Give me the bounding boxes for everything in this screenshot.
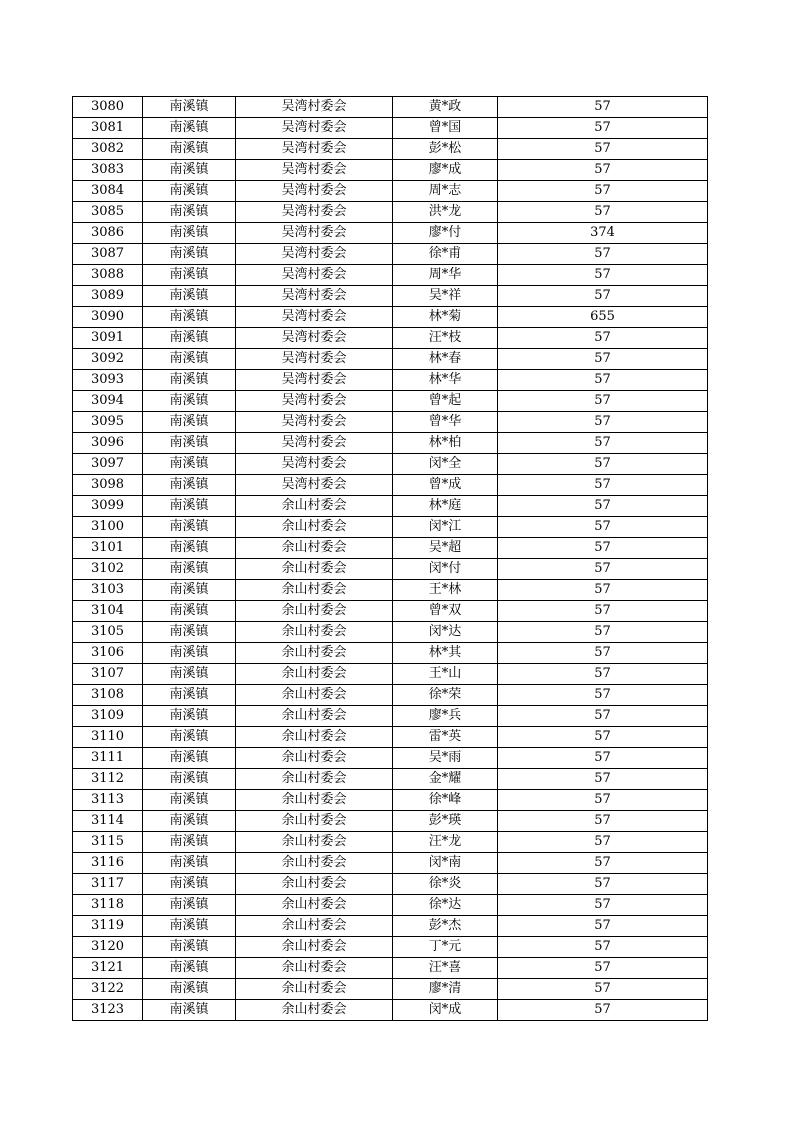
town-cell: 南溪镇 <box>143 139 236 160</box>
village-committee-cell: 吴湾村委会 <box>236 433 393 454</box>
village-committee-cell: 余山村委会 <box>236 706 393 727</box>
amount-cell: 57 <box>498 790 708 811</box>
row-number-cell: 3092 <box>73 349 143 370</box>
town-cell: 南溪镇 <box>143 664 236 685</box>
name-cell: 吴*雨 <box>393 748 498 769</box>
name-cell: 林*华 <box>393 370 498 391</box>
name-cell: 闵*全 <box>393 454 498 475</box>
amount-cell: 57 <box>498 937 708 958</box>
name-cell: 金*耀 <box>393 769 498 790</box>
name-cell: 王*林 <box>393 580 498 601</box>
row-number-cell: 3106 <box>73 643 143 664</box>
village-committee-cell: 余山村委会 <box>236 853 393 874</box>
town-cell: 南溪镇 <box>143 832 236 853</box>
row-number-cell: 3080 <box>73 97 143 118</box>
name-cell: 廖*兵 <box>393 706 498 727</box>
row-number-cell: 3088 <box>73 265 143 286</box>
town-cell: 南溪镇 <box>143 538 236 559</box>
row-number-cell: 3104 <box>73 601 143 622</box>
town-cell: 南溪镇 <box>143 97 236 118</box>
amount-cell: 57 <box>498 916 708 937</box>
town-cell: 南溪镇 <box>143 118 236 139</box>
amount-cell: 57 <box>498 874 708 895</box>
town-cell: 南溪镇 <box>143 769 236 790</box>
table-row <box>73 328 708 349</box>
village-committee-cell: 余山村委会 <box>236 664 393 685</box>
name-cell: 林*春 <box>393 349 498 370</box>
name-cell: 雷*英 <box>393 727 498 748</box>
table-row <box>73 160 708 181</box>
town-cell: 南溪镇 <box>143 790 236 811</box>
amount-cell: 57 <box>498 160 708 181</box>
row-number-cell: 3105 <box>73 622 143 643</box>
table-row <box>73 643 708 664</box>
name-cell: 闵*达 <box>393 622 498 643</box>
name-cell: 廖*成 <box>393 160 498 181</box>
amount-cell: 57 <box>498 496 708 517</box>
row-number-cell: 3098 <box>73 475 143 496</box>
village-committee-cell: 吴湾村委会 <box>236 391 393 412</box>
row-number-cell: 3122 <box>73 979 143 1000</box>
name-cell: 曾*双 <box>393 601 498 622</box>
village-committee-cell: 余山村委会 <box>236 496 393 517</box>
table-row <box>73 496 708 517</box>
row-number-cell: 3096 <box>73 433 143 454</box>
row-number-cell: 3097 <box>73 454 143 475</box>
village-committee-cell: 余山村委会 <box>236 874 393 895</box>
name-cell: 汪*喜 <box>393 958 498 979</box>
village-committee-cell: 余山村委会 <box>236 1000 393 1021</box>
name-cell: 闵*付 <box>393 559 498 580</box>
village-committee-cell: 余山村委会 <box>236 790 393 811</box>
row-number-cell: 3085 <box>73 202 143 223</box>
row-number-cell: 3117 <box>73 874 143 895</box>
amount-cell: 57 <box>498 97 708 118</box>
name-cell: 曾*起 <box>393 391 498 412</box>
town-cell: 南溪镇 <box>143 391 236 412</box>
table-row <box>73 370 708 391</box>
row-number-cell: 3102 <box>73 559 143 580</box>
amount-cell: 57 <box>498 286 708 307</box>
table-row <box>73 580 708 601</box>
table-row <box>73 181 708 202</box>
amount-cell: 57 <box>498 832 708 853</box>
amount-cell: 57 <box>498 853 708 874</box>
village-committee-cell: 余山村委会 <box>236 538 393 559</box>
village-committee-cell: 余山村委会 <box>236 517 393 538</box>
amount-cell: 57 <box>498 349 708 370</box>
row-number-cell: 3101 <box>73 538 143 559</box>
row-number-cell: 3087 <box>73 244 143 265</box>
name-cell: 吴*超 <box>393 538 498 559</box>
name-cell: 徐*甫 <box>393 244 498 265</box>
amount-cell: 57 <box>498 811 708 832</box>
name-cell: 闵*江 <box>393 517 498 538</box>
amount-cell: 57 <box>498 118 708 139</box>
village-committee-cell: 余山村委会 <box>236 601 393 622</box>
village-committee-cell: 吴湾村委会 <box>236 244 393 265</box>
town-cell: 南溪镇 <box>143 853 236 874</box>
table-row <box>73 748 708 769</box>
village-committee-cell: 余山村委会 <box>236 769 393 790</box>
amount-cell: 57 <box>498 265 708 286</box>
town-cell: 南溪镇 <box>143 601 236 622</box>
village-committee-cell: 余山村委会 <box>236 748 393 769</box>
town-cell: 南溪镇 <box>143 895 236 916</box>
row-number-cell: 3120 <box>73 937 143 958</box>
town-cell: 南溪镇 <box>143 454 236 475</box>
row-number-cell: 3107 <box>73 664 143 685</box>
row-number-cell: 3108 <box>73 685 143 706</box>
row-number-cell: 3116 <box>73 853 143 874</box>
name-cell: 周*志 <box>393 181 498 202</box>
town-cell: 南溪镇 <box>143 727 236 748</box>
town-cell: 南溪镇 <box>143 475 236 496</box>
amount-cell: 57 <box>498 895 708 916</box>
row-number-cell: 3093 <box>73 370 143 391</box>
table-row <box>73 412 708 433</box>
village-committee-cell: 余山村委会 <box>236 937 393 958</box>
row-number-cell: 3094 <box>73 391 143 412</box>
table-row <box>73 244 708 265</box>
town-cell: 南溪镇 <box>143 580 236 601</box>
data-table <box>72 96 708 1021</box>
village-committee-cell: 余山村委会 <box>236 580 393 601</box>
town-cell: 南溪镇 <box>143 223 236 244</box>
table-row <box>73 895 708 916</box>
name-cell: 彭*松 <box>393 139 498 160</box>
table-row <box>73 790 708 811</box>
village-committee-cell: 吴湾村委会 <box>236 139 393 160</box>
row-number-cell: 3113 <box>73 790 143 811</box>
row-number-cell: 3112 <box>73 769 143 790</box>
row-number-cell: 3114 <box>73 811 143 832</box>
village-committee-cell: 余山村委会 <box>236 979 393 1000</box>
village-committee-cell: 吴湾村委会 <box>236 202 393 223</box>
town-cell: 南溪镇 <box>143 979 236 1000</box>
amount-cell: 57 <box>498 685 708 706</box>
amount-cell: 57 <box>498 559 708 580</box>
town-cell: 南溪镇 <box>143 160 236 181</box>
town-cell: 南溪镇 <box>143 706 236 727</box>
amount-cell: 57 <box>498 412 708 433</box>
name-cell: 曾*成 <box>393 475 498 496</box>
village-committee-cell: 吴湾村委会 <box>236 370 393 391</box>
amount-cell: 374 <box>498 223 708 244</box>
name-cell: 廖*付 <box>393 223 498 244</box>
row-number-cell: 3082 <box>73 139 143 160</box>
table-row <box>73 853 708 874</box>
village-committee-cell: 余山村委会 <box>236 559 393 580</box>
name-cell: 汪*龙 <box>393 832 498 853</box>
name-cell: 丁*元 <box>393 937 498 958</box>
village-committee-cell: 余山村委会 <box>236 895 393 916</box>
village-committee-cell: 余山村委会 <box>236 832 393 853</box>
amount-cell: 57 <box>498 643 708 664</box>
name-cell: 闵*成 <box>393 1000 498 1021</box>
table-row <box>73 286 708 307</box>
village-committee-cell: 吴湾村委会 <box>236 475 393 496</box>
village-committee-cell: 余山村委会 <box>236 622 393 643</box>
row-number-cell: 3119 <box>73 916 143 937</box>
amount-cell: 57 <box>498 748 708 769</box>
amount-cell: 57 <box>498 244 708 265</box>
town-cell: 南溪镇 <box>143 916 236 937</box>
row-number-cell: 3103 <box>73 580 143 601</box>
name-cell: 彭*杰 <box>393 916 498 937</box>
table-row <box>73 979 708 1000</box>
table-row <box>73 685 708 706</box>
town-cell: 南溪镇 <box>143 181 236 202</box>
table-row <box>73 769 708 790</box>
name-cell: 林*柏 <box>393 433 498 454</box>
row-number-cell: 3111 <box>73 748 143 769</box>
town-cell: 南溪镇 <box>143 307 236 328</box>
village-committee-cell: 余山村委会 <box>236 958 393 979</box>
amount-cell: 57 <box>498 181 708 202</box>
amount-cell: 57 <box>498 433 708 454</box>
name-cell: 曾*国 <box>393 118 498 139</box>
name-cell: 吴*祥 <box>393 286 498 307</box>
amount-cell: 57 <box>498 454 708 475</box>
town-cell: 南溪镇 <box>143 643 236 664</box>
table-row <box>73 538 708 559</box>
village-committee-cell: 吴湾村委会 <box>236 97 393 118</box>
village-committee-cell: 余山村委会 <box>236 916 393 937</box>
amount-cell: 57 <box>498 622 708 643</box>
town-cell: 南溪镇 <box>143 811 236 832</box>
town-cell: 南溪镇 <box>143 685 236 706</box>
town-cell: 南溪镇 <box>143 202 236 223</box>
name-cell: 彭*瑛 <box>393 811 498 832</box>
name-cell: 林*菊 <box>393 307 498 328</box>
row-number-cell: 3100 <box>73 517 143 538</box>
town-cell: 南溪镇 <box>143 622 236 643</box>
row-number-cell: 3121 <box>73 958 143 979</box>
name-cell: 林*庭 <box>393 496 498 517</box>
amount-cell: 57 <box>498 769 708 790</box>
village-committee-cell: 吴湾村委会 <box>236 181 393 202</box>
table-row <box>73 937 708 958</box>
village-committee-cell: 吴湾村委会 <box>236 160 393 181</box>
table-row <box>73 265 708 286</box>
town-cell: 南溪镇 <box>143 349 236 370</box>
name-cell: 徐*荣 <box>393 685 498 706</box>
village-committee-cell: 吴湾村委会 <box>236 286 393 307</box>
amount-cell: 57 <box>498 979 708 1000</box>
village-committee-cell: 余山村委会 <box>236 811 393 832</box>
name-cell: 曾*华 <box>393 412 498 433</box>
row-number-cell: 3109 <box>73 706 143 727</box>
name-cell: 林*其 <box>393 643 498 664</box>
amount-cell: 57 <box>498 517 708 538</box>
village-committee-cell: 吴湾村委会 <box>236 349 393 370</box>
name-cell: 徐*达 <box>393 895 498 916</box>
name-cell: 黄*政 <box>393 97 498 118</box>
row-number-cell: 3086 <box>73 223 143 244</box>
table-row <box>73 139 708 160</box>
town-cell: 南溪镇 <box>143 244 236 265</box>
village-committee-cell: 吴湾村委会 <box>236 118 393 139</box>
amount-cell: 57 <box>498 958 708 979</box>
table-row <box>73 664 708 685</box>
name-cell: 徐*峰 <box>393 790 498 811</box>
town-cell: 南溪镇 <box>143 370 236 391</box>
town-cell: 南溪镇 <box>143 874 236 895</box>
row-number-cell: 3118 <box>73 895 143 916</box>
table-row <box>73 1000 708 1021</box>
table-row <box>73 454 708 475</box>
amount-cell: 57 <box>498 1000 708 1021</box>
table-row <box>73 874 708 895</box>
amount-cell: 57 <box>498 475 708 496</box>
town-cell: 南溪镇 <box>143 937 236 958</box>
amount-cell: 57 <box>498 706 708 727</box>
table-row <box>73 706 708 727</box>
table-row <box>73 517 708 538</box>
row-number-cell: 3123 <box>73 1000 143 1021</box>
amount-cell: 57 <box>498 328 708 349</box>
village-committee-cell: 余山村委会 <box>236 727 393 748</box>
table-row <box>73 727 708 748</box>
town-cell: 南溪镇 <box>143 958 236 979</box>
table-row <box>73 202 708 223</box>
table-row <box>73 97 708 118</box>
village-committee-cell: 余山村委会 <box>236 685 393 706</box>
town-cell: 南溪镇 <box>143 433 236 454</box>
village-committee-cell: 吴湾村委会 <box>236 223 393 244</box>
row-number-cell: 3095 <box>73 412 143 433</box>
table-row <box>73 832 708 853</box>
town-cell: 南溪镇 <box>143 265 236 286</box>
row-number-cell: 3110 <box>73 727 143 748</box>
table-row <box>73 559 708 580</box>
row-number-cell: 3084 <box>73 181 143 202</box>
name-cell: 廖*清 <box>393 979 498 1000</box>
table-row <box>73 223 708 244</box>
table-row <box>73 307 708 328</box>
name-cell: 周*华 <box>393 265 498 286</box>
village-committee-cell: 吴湾村委会 <box>236 412 393 433</box>
village-committee-cell: 吴湾村委会 <box>236 454 393 475</box>
name-cell: 徐*炎 <box>393 874 498 895</box>
village-committee-cell: 吴湾村委会 <box>236 265 393 286</box>
amount-cell: 655 <box>498 307 708 328</box>
name-cell: 洪*龙 <box>393 202 498 223</box>
amount-cell: 57 <box>498 139 708 160</box>
table-row <box>73 433 708 454</box>
name-cell: 王*山 <box>393 664 498 685</box>
row-number-cell: 3091 <box>73 328 143 349</box>
amount-cell: 57 <box>498 601 708 622</box>
amount-cell: 57 <box>498 202 708 223</box>
table-row <box>73 811 708 832</box>
table-row <box>73 349 708 370</box>
table-body <box>73 97 708 1021</box>
row-number-cell: 3089 <box>73 286 143 307</box>
town-cell: 南溪镇 <box>143 286 236 307</box>
village-committee-cell: 吴湾村委会 <box>236 307 393 328</box>
row-number-cell: 3081 <box>73 118 143 139</box>
table-row <box>73 118 708 139</box>
table-row <box>73 601 708 622</box>
name-cell: 汪*枝 <box>393 328 498 349</box>
row-number-cell: 3090 <box>73 307 143 328</box>
table-row <box>73 622 708 643</box>
town-cell: 南溪镇 <box>143 559 236 580</box>
amount-cell: 57 <box>498 538 708 559</box>
town-cell: 南溪镇 <box>143 1000 236 1021</box>
table-row <box>73 916 708 937</box>
amount-cell: 57 <box>498 664 708 685</box>
amount-cell: 57 <box>498 580 708 601</box>
amount-cell: 57 <box>498 370 708 391</box>
amount-cell: 57 <box>498 391 708 412</box>
table-row <box>73 391 708 412</box>
village-committee-cell: 余山村委会 <box>236 643 393 664</box>
town-cell: 南溪镇 <box>143 517 236 538</box>
town-cell: 南溪镇 <box>143 748 236 769</box>
town-cell: 南溪镇 <box>143 412 236 433</box>
row-number-cell: 3115 <box>73 832 143 853</box>
name-cell: 闵*南 <box>393 853 498 874</box>
table-row <box>73 958 708 979</box>
amount-cell: 57 <box>498 727 708 748</box>
village-committee-cell: 吴湾村委会 <box>236 328 393 349</box>
table-row <box>73 475 708 496</box>
town-cell: 南溪镇 <box>143 328 236 349</box>
town-cell: 南溪镇 <box>143 496 236 517</box>
row-number-cell: 3099 <box>73 496 143 517</box>
row-number-cell: 3083 <box>73 160 143 181</box>
